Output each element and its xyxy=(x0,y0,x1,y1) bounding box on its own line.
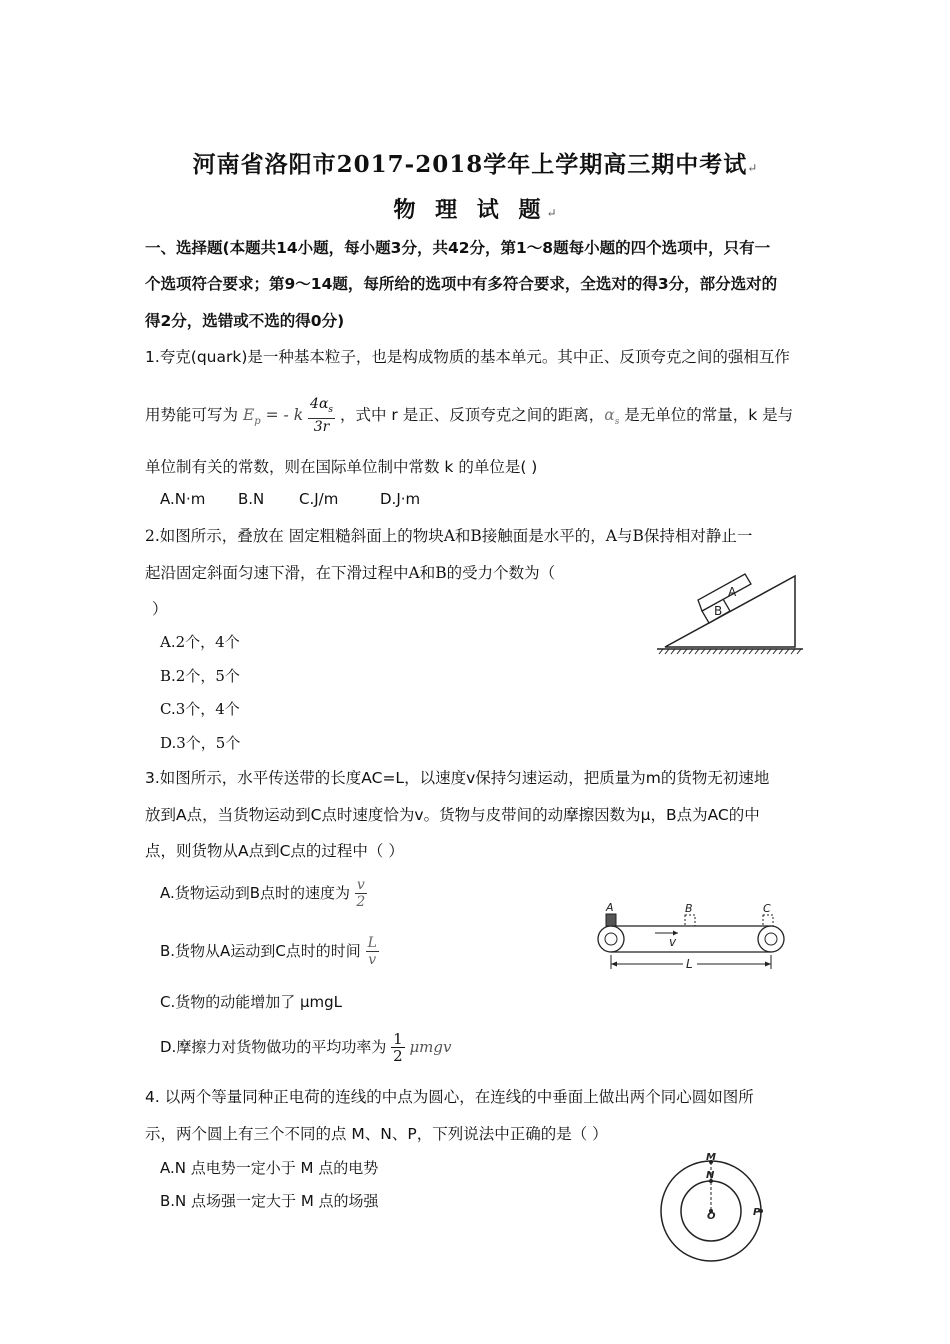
page-subtitle xyxy=(0,193,950,224)
q3-option-b xyxy=(160,935,379,968)
label-v: v xyxy=(669,935,677,949)
formula-fraction xyxy=(308,396,335,435)
return-mark: ↵ xyxy=(546,206,557,220)
q2-option-a: A.2个，4个 xyxy=(160,633,240,651)
alpha-symbol: α xyxy=(604,405,615,424)
q2-option-d: D.3个，5个 xyxy=(160,734,241,752)
q2-option-c: C.3个，4个 xyxy=(160,700,240,718)
q3-option-d-fraction xyxy=(391,1031,405,1064)
label-b: B xyxy=(714,604,723,618)
formula-lhs: E xyxy=(242,405,255,424)
left-roller-inner xyxy=(605,933,617,945)
label-o: O xyxy=(707,1211,716,1222)
q3-line-2: 放到A点，当货物运动到C点时速度恰为v。货物与皮带间的动摩擦因数为μ，B点为AC的中 xyxy=(145,806,760,824)
formula-mid: = - k xyxy=(265,405,304,424)
formula-num: 4α xyxy=(310,396,329,412)
frac-den: 2 xyxy=(393,1047,403,1065)
q2-line-1: 2.如图所示，叠放在 固定粗糙斜面上的物块A和B接触面是水平的，A与B保持相对静止一 xyxy=(145,527,753,545)
q3-option-d-tail: μmgv xyxy=(409,1038,452,1056)
label-a: A xyxy=(606,901,614,914)
conveyor-figure xyxy=(593,895,793,975)
incline-figure xyxy=(655,570,805,660)
q1-option-d: D.J·m xyxy=(380,490,421,508)
label-a: A xyxy=(728,585,737,599)
cargo-a xyxy=(606,914,616,926)
label-c: C xyxy=(763,902,771,915)
q3-option-d xyxy=(160,1031,452,1064)
q3-option-a-fraction xyxy=(355,877,367,910)
left-roller xyxy=(598,926,624,952)
q1-line2-end: 是无单位的常量，k 是与 xyxy=(624,405,794,424)
right-roller xyxy=(758,926,784,952)
formula-sub: p xyxy=(254,416,261,427)
label-m: M xyxy=(706,1152,716,1163)
label-p: P xyxy=(753,1207,761,1218)
label-b: B xyxy=(685,902,693,915)
q3-line-1: 3.如图所示，水平传送带的长度AC=L，以速度v保持匀速运动，把质量为m的货物无初速地 xyxy=(145,769,770,787)
alpha-sub: s xyxy=(614,417,620,427)
label-l: L xyxy=(686,957,693,971)
subtitle-text: 物 理 试 题 xyxy=(393,197,547,223)
q1-line2-pre: 用势能可写为 xyxy=(145,405,239,424)
section-line-3: 得2分，选错或不选的得0分) xyxy=(145,312,345,330)
frac-den: 2 xyxy=(356,894,366,910)
q3-option-b-text: B.货物从A运动到C点时的时间 xyxy=(160,942,361,960)
section-line-1: 一、选择题(本题共14小题，每小题3分，共42分，第1～8题每小题的四个选项中，只有一 xyxy=(145,239,771,257)
formula-den: 3r xyxy=(313,418,330,435)
q2-line-3: ） xyxy=(152,600,168,618)
q1-option-b: B.N xyxy=(238,490,265,508)
page-title xyxy=(0,146,950,179)
circles-figure xyxy=(650,1148,770,1263)
cargo-c xyxy=(763,915,773,926)
q4-option-a: A.N 点电势一定小于 M 点的电势 xyxy=(160,1159,379,1177)
q1-line-3: 单位制有关的常数，则在国际单位制中常数 k 的单位是( ) xyxy=(145,458,538,476)
q4-option-b: B.N 点场强一定大于 M 点的场强 xyxy=(160,1192,379,1210)
q1-option-a: A.N·m xyxy=(160,490,206,508)
q3-option-a-text: A.货物运动到B点时的速度为 xyxy=(160,884,351,902)
q1-line2-post: ，式中 r 是正、反顶夸克之间的距离， xyxy=(339,405,605,424)
q1-line-2 xyxy=(145,396,793,435)
section-line-2: 个选项符合要求；第9～14题，每所给的选项中有多符合要求，全选对的得3分，部分选对的 xyxy=(145,275,778,293)
q3-option-d-text: D.摩擦力对货物做功的平均功率为 xyxy=(160,1038,387,1056)
return-mark: ↵ xyxy=(747,161,758,175)
q4-line-1: 4. 以两个等量同种正电荷的连线的中点为圆心，在连线的中垂面上做出两个同心圆如图所 xyxy=(145,1088,754,1106)
dim-arrow-right xyxy=(765,962,771,967)
right-roller-inner xyxy=(765,933,777,945)
frac-num: L xyxy=(367,935,377,951)
formula-num-sub: s xyxy=(328,404,334,415)
q3-line-3: 点，则货物从A点到C点的过程中（ ） xyxy=(145,842,404,860)
q2-option-b: B.2个，5个 xyxy=(160,667,240,685)
frac-num: v xyxy=(356,877,365,893)
q3-option-c: C.货物的动能增加了 μmgL xyxy=(160,993,343,1011)
q2-line-2: 起沿固定斜面匀速下滑，在下滑过程中A和B的受力个数为（ xyxy=(145,564,556,582)
frac-num: 1 xyxy=(393,1030,403,1048)
q1-option-c: C.J/m xyxy=(299,490,339,508)
cargo-b xyxy=(685,915,695,926)
label-n: N xyxy=(706,1170,715,1181)
dim-arrow-left xyxy=(611,962,617,967)
q3-option-a xyxy=(160,877,367,910)
title-text: 河南省洛阳市2017-2018学年上学期高三期中考试 xyxy=(192,151,748,178)
q3-option-b-fraction xyxy=(366,935,379,968)
q1-line-1: 1.夸克(quark)是一种基本粒子，也是构成物质的基本单元。其中正、反顶夸克之间的强相互作 xyxy=(145,348,790,366)
frac-den: v xyxy=(368,952,377,968)
q4-line-2: 示，两个圆上有三个不同的点 M、N、P，下列说法中正确的是（ ） xyxy=(145,1125,608,1143)
